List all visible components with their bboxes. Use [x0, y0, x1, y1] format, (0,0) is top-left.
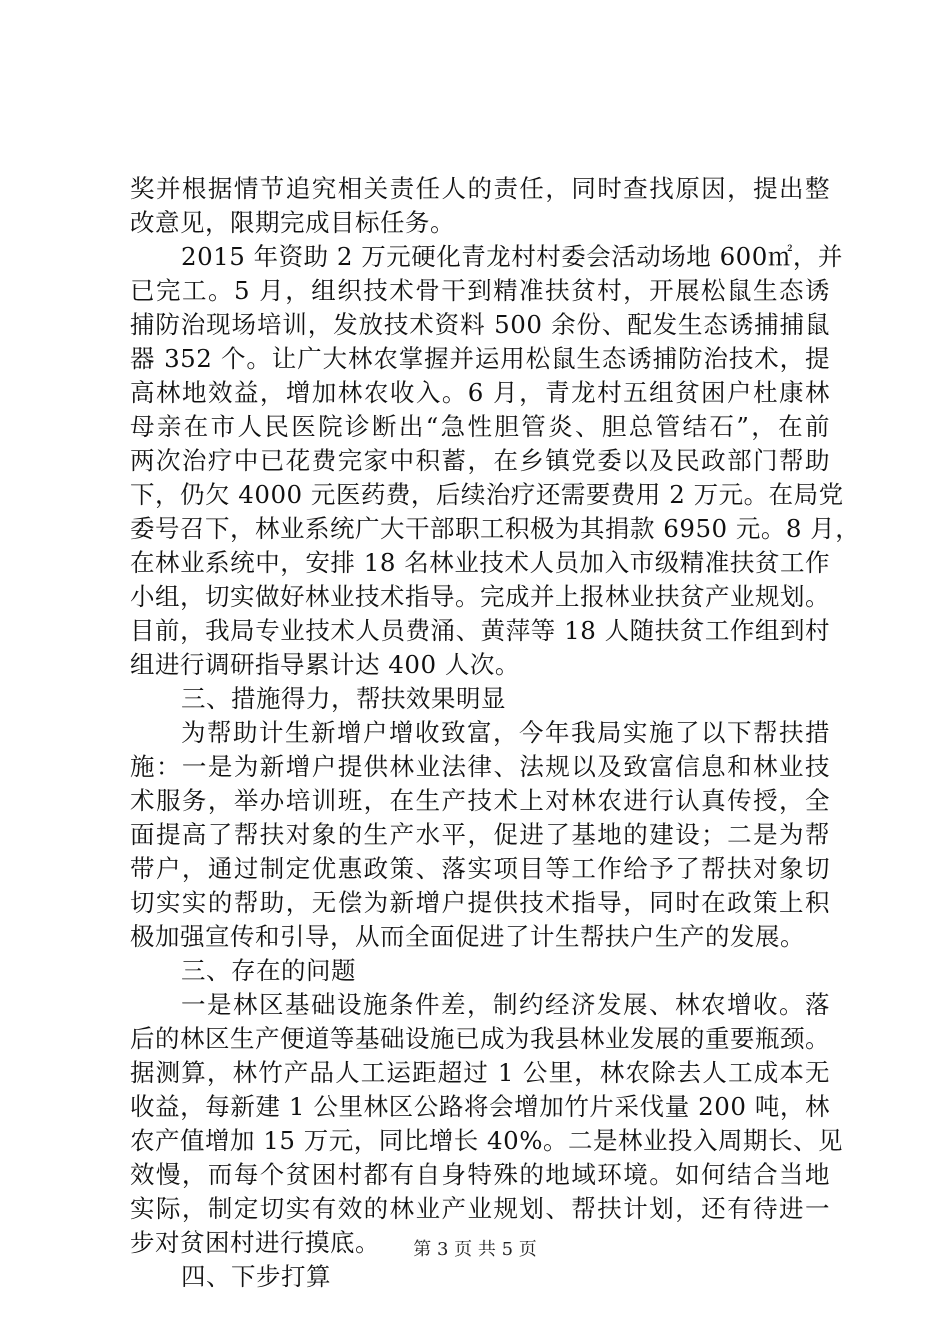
- paragraph-start: 为帮助计生新增户增收致富，今年我局实施了以下帮扶措: [181, 718, 830, 747]
- text-line: 组进行调研指导累计达 400 人次。: [130, 650, 520, 679]
- text-line: 在林业系统中，安排 18 名林业技术人员加入市级精准扶贫工作: [130, 548, 830, 577]
- section-heading: 三、措施得力，帮扶效果明显: [181, 684, 506, 713]
- paragraph-start: 一是林区基础设施条件差，制约经济发展、林农增收。落: [181, 990, 830, 1019]
- text-line: 带户，通过制定优惠政策、落实项目等工作给予了帮扶对象切: [130, 854, 830, 883]
- text-line: 奖并根据情节追究相关责任人的责任，同时查找原因，提出整: [130, 174, 830, 203]
- text-line: 术服务，举办培训班，在生产技术上对林农进行认真传授，全: [130, 786, 830, 815]
- text-line: 器 352 个。让广大林农掌握并运用松鼠生态诱捕防治技术，提: [130, 344, 830, 373]
- section-heading: 三、存在的问题: [181, 956, 356, 985]
- text-line: 收益，每新建 1 公里林区公路将会增加竹片采伐量 200 吨，林: [130, 1092, 830, 1121]
- body-text: [130, 172, 861, 1294]
- page-number-footer: 第 3 页 共 5 页: [413, 1239, 537, 1260]
- text-line: 施：一是为新增户提供林业法律、法规以及致富信息和林业技: [130, 752, 830, 781]
- text-line: 捕防治现场培训，发放技术资料 500 余份、配发生态诱捕捕鼠: [130, 310, 830, 339]
- section-heading: 四、下步打算: [181, 1262, 331, 1291]
- text-line: 下，仍欠 4000 元医药费，后续治疗还需要费用 2 万元。在局党: [130, 480, 844, 509]
- text-line: 效慢，而每个贫困村都有自身特殊的地域环境。如何结合当地: [130, 1160, 830, 1189]
- text-line: 高林地效益，增加林农收入。6 月，青龙村五组贫困户杜康林: [130, 378, 830, 407]
- text-line: 实际，制定切实有效的林业产业规划、帮扶计划，还有待进一: [130, 1194, 830, 1223]
- text-line: 改意见，限期完成目标任务。: [130, 208, 455, 237]
- text-line: 小组，切实做好林业技术指导。完成并上报林业扶贫产业规划。: [130, 582, 830, 611]
- text-line: 目前，我局专业技术人员费涌、黄萍等 18 人随扶贫工作组到村: [130, 616, 830, 645]
- text-line: 委号召下，林业系统广大干部职工积极为其捐款 6950 元。8 月，: [130, 514, 861, 543]
- text-line: 切实实的帮助，无偿为新增户提供技术指导，同时在政策上积: [130, 888, 830, 917]
- text-line: 极加强宣传和引导，从而全面促进了计生帮扶户生产的发展。: [130, 922, 805, 951]
- text-line: 步对贫困村进行摸底。: [130, 1228, 380, 1257]
- paragraph-start: 2015 年资助 2 万元硬化青龙村村委会活动场地 600㎡，并: [181, 242, 843, 271]
- text-line: 两次治疗中已花费完家中积蓄，在乡镇党委以及民政部门帮助: [130, 446, 830, 475]
- text-line: 据测算，林竹产品人工运距超过 1 公里，林农除去人工成本无: [130, 1058, 830, 1087]
- text-line: 面提高了帮扶对象的生产水平，促进了基地的建设；二是为帮: [130, 820, 830, 849]
- text-line: 农产值增加 15 万元，同比增长 40%。二是林业投入周期长、见: [130, 1126, 843, 1155]
- text-line: 后的林区生产便道等基础设施已成为我县林业发展的重要瓶颈。: [130, 1024, 830, 1053]
- text-line: 已完工。5 月，组织技术骨干到精准扶贫村，开展松鼠生态诱: [130, 276, 830, 305]
- text-line: 母亲在市人民医院诊断出“急性胆管炎、胆总管结石”，在前: [130, 412, 830, 441]
